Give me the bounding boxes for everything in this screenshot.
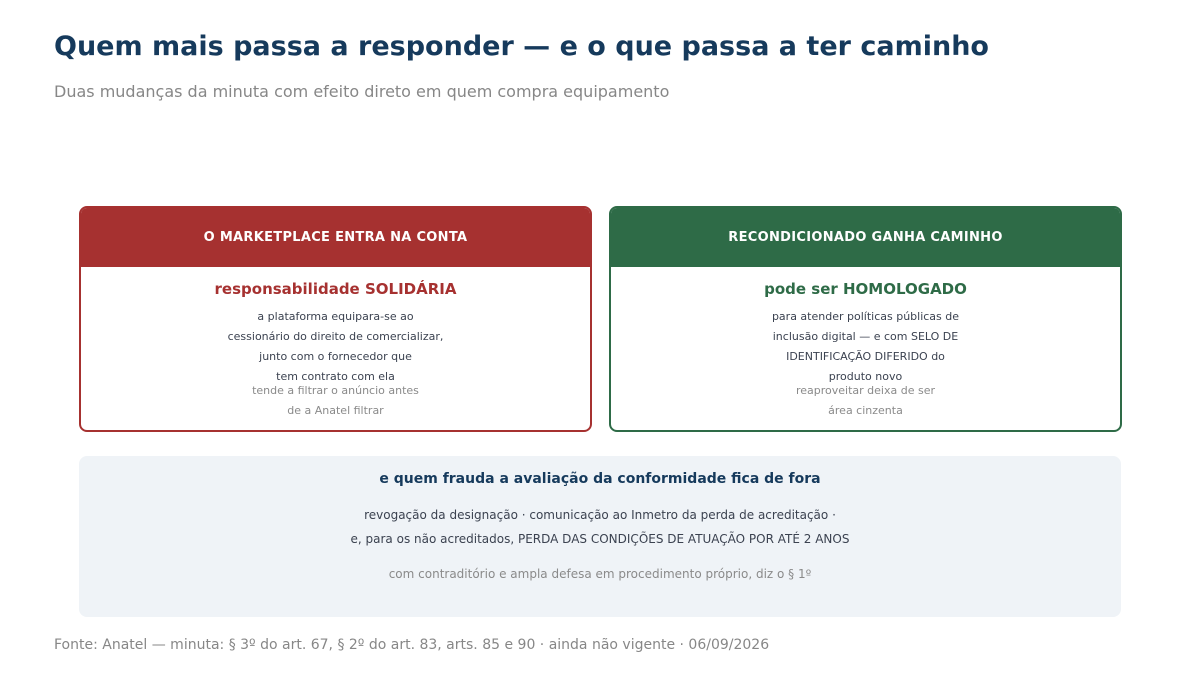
reconditioned-card-header: RECONDICIONADO GANHA CAMINHO — [611, 208, 1120, 267]
marketplace-card-text-line: junto com o fornecedor que — [259, 350, 412, 363]
reconditioned-card-text-line: inclusão digital — e com SELO DE — [772, 330, 959, 343]
marketplace-card-note-line: de a Anatel filtrar — [287, 404, 384, 417]
page-title: Quem mais passa a responder — e o que passa a ter caminho — [54, 31, 989, 62]
reconditioned-card-text-line: para atender políticas públicas de — [771, 310, 960, 323]
fraud-box-title: e quem frauda a avaliação da conformidade fica de fora — [379, 471, 821, 487]
reconditioned-card-note — [631, 381, 1100, 421]
reconditioned-card-text-line: produto novo — [828, 370, 903, 383]
marketplace-card-highlight: responsabilidade SOLIDÁRIA — [214, 280, 457, 298]
reconditioned-card-text-line: IDENTIFICAÇÃO DIFERIDO do — [786, 350, 945, 363]
reconditioned-card-highlight: pode ser HOMOLOGADO — [764, 280, 967, 298]
marketplace-card-body — [81, 280, 590, 421]
marketplace-card — [79, 206, 592, 432]
page-subtitle: Duas mudanças da minuta com efeito direto em quem compra equipamento — [54, 82, 670, 101]
reconditioned-card-body — [611, 280, 1120, 421]
reconditioned-card-note-line: reaproveitar deixa de ser — [795, 384, 935, 397]
reconditioned-card-note-line: área cinzenta — [828, 404, 903, 417]
fraud-box-text-line: revogação da designação · comunicação ao Inmetro da perda de acreditação · — [364, 508, 836, 522]
marketplace-card-text — [101, 307, 570, 387]
marketplace-card-text-line: tem contrato com ela — [276, 370, 395, 383]
fraud-box-text-line: e, para os não acreditados, PERDA DAS CONDIÇÕES DE ATUAÇÃO POR ATÉ 2 ANOS — [350, 532, 850, 546]
fraud-box — [79, 456, 1121, 617]
marketplace-card-text-line: cessionário do direito de comercializar, — [227, 330, 444, 343]
source-note: Fonte: Anatel — minuta: § 3º do art. 67, § 2º do art. 83, arts. 85 e 90 · ainda não vigente · 06/09/2026 — [54, 637, 770, 653]
marketplace-card-text-line: a plataforma equipara-se ao — [257, 310, 414, 323]
marketplace-card-note-line: tende a filtrar o anúncio antes — [252, 384, 419, 397]
reconditioned-card-text — [631, 307, 1100, 387]
reconditioned-card — [609, 206, 1122, 432]
fraud-box-note: com contraditório e ampla defesa em procedimento próprio, diz o § 1º — [388, 567, 812, 581]
marketplace-card-note — [101, 381, 570, 421]
marketplace-card-header: O MARKETPLACE ENTRA NA CONTA — [81, 208, 590, 267]
fraud-box-text — [79, 503, 1121, 551]
